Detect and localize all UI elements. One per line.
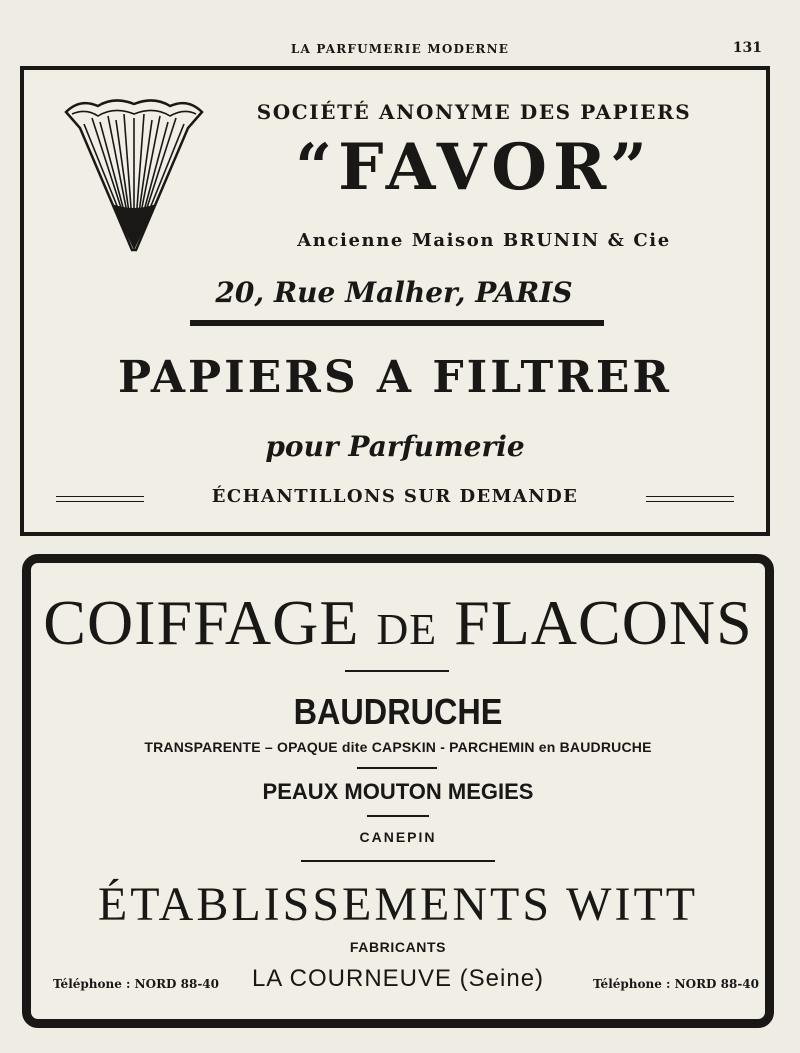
headline-word-flacons: FLACONS: [454, 587, 753, 658]
brand-name: “FAVOR”: [295, 130, 653, 205]
filter-paper-icon: [62, 94, 206, 254]
phone-left: Téléphone : NORD 88-40: [53, 977, 220, 991]
favor-advertisement: [20, 66, 770, 536]
material-variants: TRANSPARENTE – OPAQUE dite CAPSKIN - PARCHEMIN en BAUDRUCHE: [144, 739, 652, 755]
material-heading: BAUDRUCHE: [293, 691, 503, 732]
samples-note: ÉCHANTILLONS SUR DEMANDE: [211, 486, 579, 507]
divider-rule: [367, 815, 429, 817]
divider-rule: [357, 767, 437, 769]
divider-rule: [345, 670, 449, 672]
divider-rule: [301, 860, 495, 862]
company-name: ÉTABLISSEMENTS WITT: [97, 878, 699, 931]
address-underline: [190, 320, 604, 326]
product-headline: PAPIERS A FILTRER: [118, 352, 672, 403]
product-use: pour Parfumerie: [265, 430, 525, 463]
headline-word-coiffage: COIFFAGE: [43, 587, 360, 658]
company-role: FABRICANTS: [349, 939, 447, 955]
company-location: LA COURNEUVE (Seine): [251, 965, 545, 992]
canvas-line: CANEPIN: [359, 829, 437, 845]
headline: [31, 587, 765, 658]
street-address: 20, Rue Malher, PARIS: [215, 276, 573, 309]
page-number: 131: [732, 40, 762, 56]
double-rule-right: [646, 496, 734, 502]
skins-line: PEAUX MOUTON MEGIES: [262, 779, 534, 804]
phone-right: Téléphone : NORD 88-40: [593, 977, 760, 991]
witt-advertisement: [22, 554, 774, 1028]
heritage-line: Ancienne Maison BRUNIN & Cie: [297, 230, 671, 251]
headline-word-de: DE: [376, 605, 438, 654]
company-name: SOCIÉTÉ ANONYME DES PAPIERS: [256, 100, 692, 124]
running-header-title: LA PARFUMERIE MODERNE: [290, 42, 510, 56]
